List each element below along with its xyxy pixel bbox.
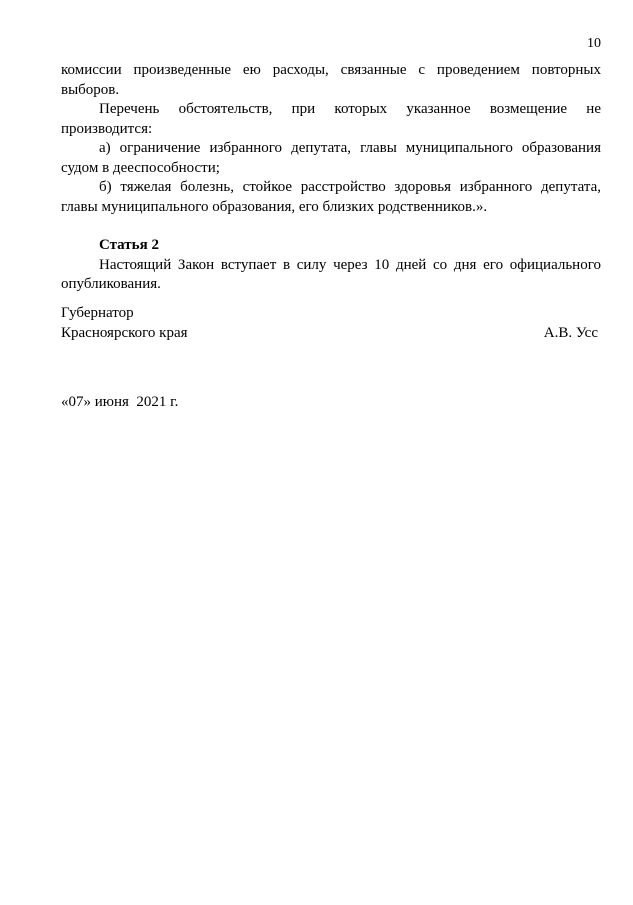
page-number: 10 bbox=[587, 36, 601, 51]
paragraph-continuation: комиссии произведенные ею расходы, связанные с проведением повторных выборов. bbox=[61, 62, 601, 98]
paragraph-list-intro: Перечень обстоятельств, при которых указанное возмещение не производится: bbox=[61, 101, 601, 137]
signatory-name: А.В. Усс bbox=[543, 324, 598, 341]
document-date: «07» июня 2021 г. bbox=[61, 394, 179, 410]
signature-title-line2: Красноярского края bbox=[61, 324, 188, 341]
paragraph-item-a: а) ограничение избранного депутата, главы муниципального образования судом в дееспособности; bbox=[61, 140, 601, 176]
signature-row bbox=[61, 324, 598, 344]
paragraph-article-2: Настоящий Закон вступает в силу через 10 дней со дня его официального опубликования. bbox=[61, 256, 601, 292]
signature-block bbox=[61, 304, 598, 343]
signature-title-line1: Губернатор bbox=[61, 305, 134, 321]
article-title: Статья 2 bbox=[99, 237, 159, 253]
paragraph-item-b: б) тяжелая болезнь, стойкое расстройство здоровья избранного депутата, главы муниципального образования, его близких родственников.». bbox=[61, 179, 601, 215]
document-body bbox=[61, 61, 601, 295]
